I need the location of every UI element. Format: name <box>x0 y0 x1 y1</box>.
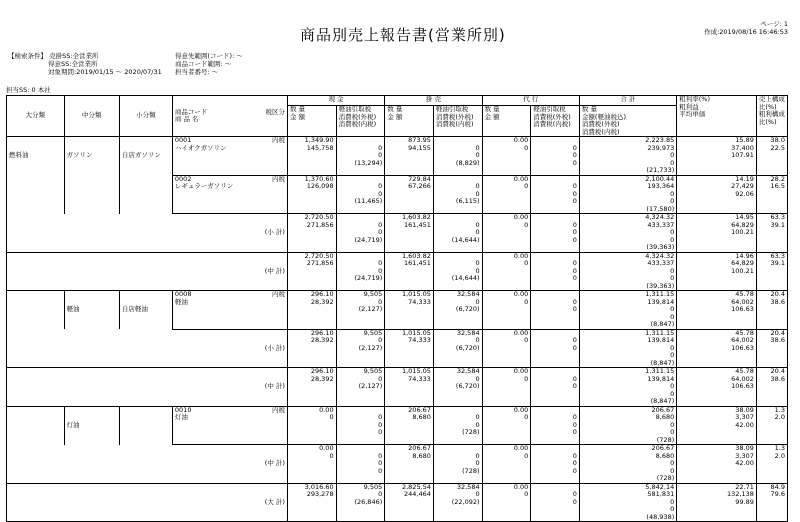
gross-cell: 22.71 132,138 99.89 <box>677 483 757 522</box>
gross-cell: 45.78 64,002 106.63 <box>677 291 757 330</box>
report-table <box>6 95 788 522</box>
gross-cell: 15.89 37,400 107.91 <box>677 137 757 176</box>
cash-tax-cell: 9,505 0 (2,127) <box>336 329 385 368</box>
cash-tax-cell: 9,505 0 (26,846) <box>336 483 385 522</box>
cash-qty-cell: 2,720.50 271,856 <box>287 214 336 253</box>
credit-tax-cell: 0 0 (728) <box>433 406 482 445</box>
subtotal-label: (大 計) <box>7 483 288 522</box>
proxy-qty-cell: 0.00 0 <box>482 252 531 291</box>
product-cell: 0010 内税 灯油 <box>172 406 287 445</box>
table-row <box>7 291 788 330</box>
proxy-qty-cell: 0.00 0 <box>482 291 531 330</box>
cash-qty-cell: 1,349.90 145,758 <box>287 137 336 176</box>
page-info <box>704 20 788 36</box>
cash-tax-cell: 0 0 (24,719) <box>336 214 385 253</box>
proxy-tax-cell: 0 0 0 <box>531 406 580 445</box>
subtotal-label: (中 計) <box>7 445 288 484</box>
search-conditions <box>8 52 162 76</box>
gross-cell: 45.78 64,002 106.63 <box>677 329 757 368</box>
ss-label: 担当SS: 0 本社 <box>6 86 51 94</box>
product-cell: 0001 内税 ハイオクガソリン <box>172 137 287 176</box>
ratio-cell: 28.2 16.5 <box>756 175 787 214</box>
credit-qty-cell: 1,015.05 74,333 <box>385 291 434 330</box>
gross-cell: 14.96 64,829 100.21 <box>677 252 757 291</box>
proxy-qty-cell: 0.00 0 <box>482 214 531 253</box>
category-mid: ガソリン <box>64 137 119 176</box>
cash-qty-cell: 1,370.60 126,098 <box>287 175 336 214</box>
category-mid: 軽油 <box>64 291 119 330</box>
cash-tax-cell: 0 0 (13,294) <box>336 137 385 176</box>
col-cash-qty: 数 量 金 額 <box>287 106 336 137</box>
col-cash: 現 金 <box>287 96 384 106</box>
credit-qty-cell: 206.67 8,680 <box>385 406 434 445</box>
credit-tax-cell: 32,584 0 (6,720) <box>433 291 482 330</box>
total-cell: 2,223.85 239,973 0 0 (21,733) <box>579 137 676 176</box>
condition-line: 得意SS:全営業所 <box>48 60 98 68</box>
proxy-tax-cell: 0 0 0 <box>531 175 580 214</box>
col-mid: 中分類 <box>64 96 119 137</box>
col-ratio: 売上構成比(%) 粗利構成比(%) <box>756 96 787 137</box>
cash-tax-cell: 0 0 (24,719) <box>336 252 385 291</box>
header-row <box>7 96 788 106</box>
gross-cell: 38.09 3,307 42.00 <box>677 445 757 484</box>
subtotal-row <box>7 483 788 522</box>
cash-qty-cell: 0.00 0 <box>287 406 336 445</box>
condition-line: 担当者番号: ～ <box>175 68 219 76</box>
proxy-tax-cell: 0 0 <box>531 329 580 368</box>
category-small: 自店ガソリン <box>119 137 172 176</box>
subtotal-row <box>7 329 788 368</box>
proxy-qty-cell: 0.00 0 <box>482 406 531 445</box>
credit-qty-cell: 729.84 67,266 <box>385 175 434 214</box>
ratio-cell: 84.9 79.6 <box>756 483 787 522</box>
condition-line: 商品コード範囲: ～ <box>175 60 232 68</box>
cash-tax-cell: 0 0 0 <box>336 406 385 445</box>
page-number: ページ: 1 <box>760 20 788 28</box>
credit-qty-cell: 2,825.54 244,464 <box>385 483 434 522</box>
category-big <box>7 291 65 330</box>
table-row <box>7 406 788 445</box>
credit-tax-cell: 0 0 (6,115) <box>433 175 482 214</box>
col-credit: 掛 売 <box>385 96 482 106</box>
col-cash-tax: 軽油引取税 消費税(外税) 消費税(内税) <box>336 106 385 137</box>
subtotal-row <box>7 445 788 484</box>
report-title: 商品別売上報告書(営業所別) <box>300 26 506 44</box>
subtotal-row <box>7 214 788 253</box>
credit-tax-cell: 0 0 (728) <box>433 445 482 484</box>
subtotal-label: (中 計) <box>7 368 288 407</box>
cash-tax-cell: 9,505 0 (2,127) <box>336 368 385 407</box>
ratio-cell: 20.4 38.6 <box>756 368 787 407</box>
proxy-tax-cell: 0 0 <box>531 483 580 522</box>
credit-tax-cell: 0 0 (14,644) <box>433 214 482 253</box>
ratio-cell: 20.4 38.6 <box>756 329 787 368</box>
col-small: 小分類 <box>119 96 172 137</box>
conditions-label: 【検索条件】 <box>8 52 47 60</box>
cash-qty-cell: 296.10 28,392 <box>287 368 336 407</box>
cash-qty-cell: 3,016.60 293,278 <box>287 483 336 522</box>
proxy-qty-cell: 0.00 0 <box>482 445 531 484</box>
proxy-tax-cell: 0 0 <box>531 291 580 330</box>
table-row <box>7 175 788 214</box>
search-conditions-2 <box>175 52 243 76</box>
proxy-tax-cell: 0 0 0 <box>531 252 580 291</box>
category-mid <box>64 175 119 214</box>
credit-qty-cell: 206.67 8,680 <box>385 445 434 484</box>
ratio-cell: 20.4 38.6 <box>756 291 787 330</box>
proxy-qty-cell: 0.00 0 <box>482 329 531 368</box>
total-cell: 206.67 8,680 0 0 (728) <box>579 445 676 484</box>
cash-qty-cell: 296.10 28,392 <box>287 329 336 368</box>
condition-line: 得意先範囲(コード): ～ <box>175 52 243 60</box>
category-small <box>119 406 172 445</box>
subtotal-row <box>7 252 788 291</box>
credit-qty-cell: 1,015.05 74,333 <box>385 368 434 407</box>
table-body <box>7 137 788 522</box>
cash-qty-cell: 296.10 28,392 <box>287 291 336 330</box>
category-big <box>7 175 65 214</box>
col-big: 大分類 <box>7 96 65 137</box>
category-big: 燃料油 <box>7 137 65 176</box>
credit-tax-cell: 32,584 0 (6,720) <box>433 368 482 407</box>
cash-tax-cell: 9,505 0 (2,127) <box>336 291 385 330</box>
condition-line: 売掛SS:全営業所 <box>49 52 99 60</box>
credit-tax-cell: 0 0 (14,644) <box>433 252 482 291</box>
col-proxy-qty: 数 量 金 額 <box>482 106 531 137</box>
col-proxy: 代 行 <box>482 96 579 106</box>
subtotal-label: (小 計) <box>7 214 288 253</box>
category-small <box>119 175 172 214</box>
credit-tax-cell: 32,584 0 (22,092) <box>433 483 482 522</box>
proxy-qty-cell: 0.00 0 <box>482 175 531 214</box>
proxy-qty-cell: 0.00 0 <box>482 483 531 522</box>
total-cell: 1,311.15 139,814 0 0 (8,847) <box>579 291 676 330</box>
total-cell: 1,311.15 139,814 0 0 (8,847) <box>579 368 676 407</box>
cash-qty-cell: 0.00 0 <box>287 445 336 484</box>
col-credit-qty: 数 量 金 額 <box>385 106 434 137</box>
total-cell: 206.67 8,680 0 0 (728) <box>579 406 676 445</box>
credit-qty-cell: 873.95 94,155 <box>385 137 434 176</box>
ratio-cell: 1.3 2.0 <box>756 445 787 484</box>
proxy-qty-cell: 0.00 0 <box>482 368 531 407</box>
created-timestamp: 作成:2019/08/16 16:46:53 <box>704 28 788 36</box>
credit-qty-cell: 1,603.82 161,451 <box>385 214 434 253</box>
proxy-qty-cell: 0.00 0 <box>482 137 531 176</box>
proxy-tax-cell: 0 0 0 <box>531 445 580 484</box>
total-cell: 4,324.32 433,337 0 0 (39,363) <box>579 252 676 291</box>
credit-tax-cell: 0 0 (8,829) <box>433 137 482 176</box>
col-credit-tax: 軽油引取税 消費税(外税) 消費税(内税) <box>433 106 482 137</box>
proxy-tax-cell: 0 0 0 <box>531 137 580 176</box>
subtotal-row <box>7 368 788 407</box>
product-cell: 0002 内税 レギュラーガソリン <box>172 175 287 214</box>
category-big <box>7 406 65 445</box>
credit-tax-cell: 32,584 0 (6,720) <box>433 329 482 368</box>
table-row <box>7 137 788 176</box>
condition-line: 対象期間:2019/01/15 ～ 2020/07/31 <box>48 68 162 76</box>
category-small: 自店軽油 <box>119 291 172 330</box>
col-product: 商品コード 税区分 商 品 名 <box>172 96 287 137</box>
product-cell: 0008 内税 軽油 <box>172 291 287 330</box>
subtotal-label: (中 計) <box>7 252 288 291</box>
col-gross: 粗利率(%) 粗利益 平均単価 <box>677 96 757 137</box>
category-mid: 灯油 <box>64 406 119 445</box>
total-cell: 5,842.14 581,831 0 0 (48,938) <box>579 483 676 522</box>
proxy-tax-cell: 0 0 0 <box>531 214 580 253</box>
total-cell: 1,311.15 139,814 0 0 (8,847) <box>579 329 676 368</box>
gross-cell: 14.95 64,829 100.21 <box>677 214 757 253</box>
gross-cell: 14.19 27,429 92.06 <box>677 175 757 214</box>
ratio-cell: 38.0 22.5 <box>756 137 787 176</box>
ratio-cell: 63.3 39.1 <box>756 214 787 253</box>
total-cell: 2,100.44 193,364 0 0 (17,580) <box>579 175 676 214</box>
credit-qty-cell: 1,015.05 74,333 <box>385 329 434 368</box>
cash-tax-cell: 0 0 0 <box>336 445 385 484</box>
col-total: 合 計 <box>579 96 676 106</box>
total-cell: 4,324.32 433,337 0 0 (39,363) <box>579 214 676 253</box>
ratio-cell: 1.3 2.0 <box>756 406 787 445</box>
col-total-detail: 数 量 金額(軽油税込) 消費税(外税) 消費税(内税) <box>579 106 676 137</box>
cash-tax-cell: 0 0 (11,465) <box>336 175 385 214</box>
ratio-cell: 63.3 39.1 <box>756 252 787 291</box>
gross-cell: 45.78 64,002 106.63 <box>677 368 757 407</box>
gross-cell: 38.09 3,307 42.00 <box>677 406 757 445</box>
cash-qty-cell: 2,720.50 271,856 <box>287 252 336 291</box>
col-proxy-tax: 軽油引取税 消費税(外税) 消費税(内税) <box>531 106 580 137</box>
credit-qty-cell: 1,603.82 161,451 <box>385 252 434 291</box>
proxy-tax-cell: 0 0 <box>531 368 580 407</box>
subtotal-label: (小 計) <box>7 329 288 368</box>
